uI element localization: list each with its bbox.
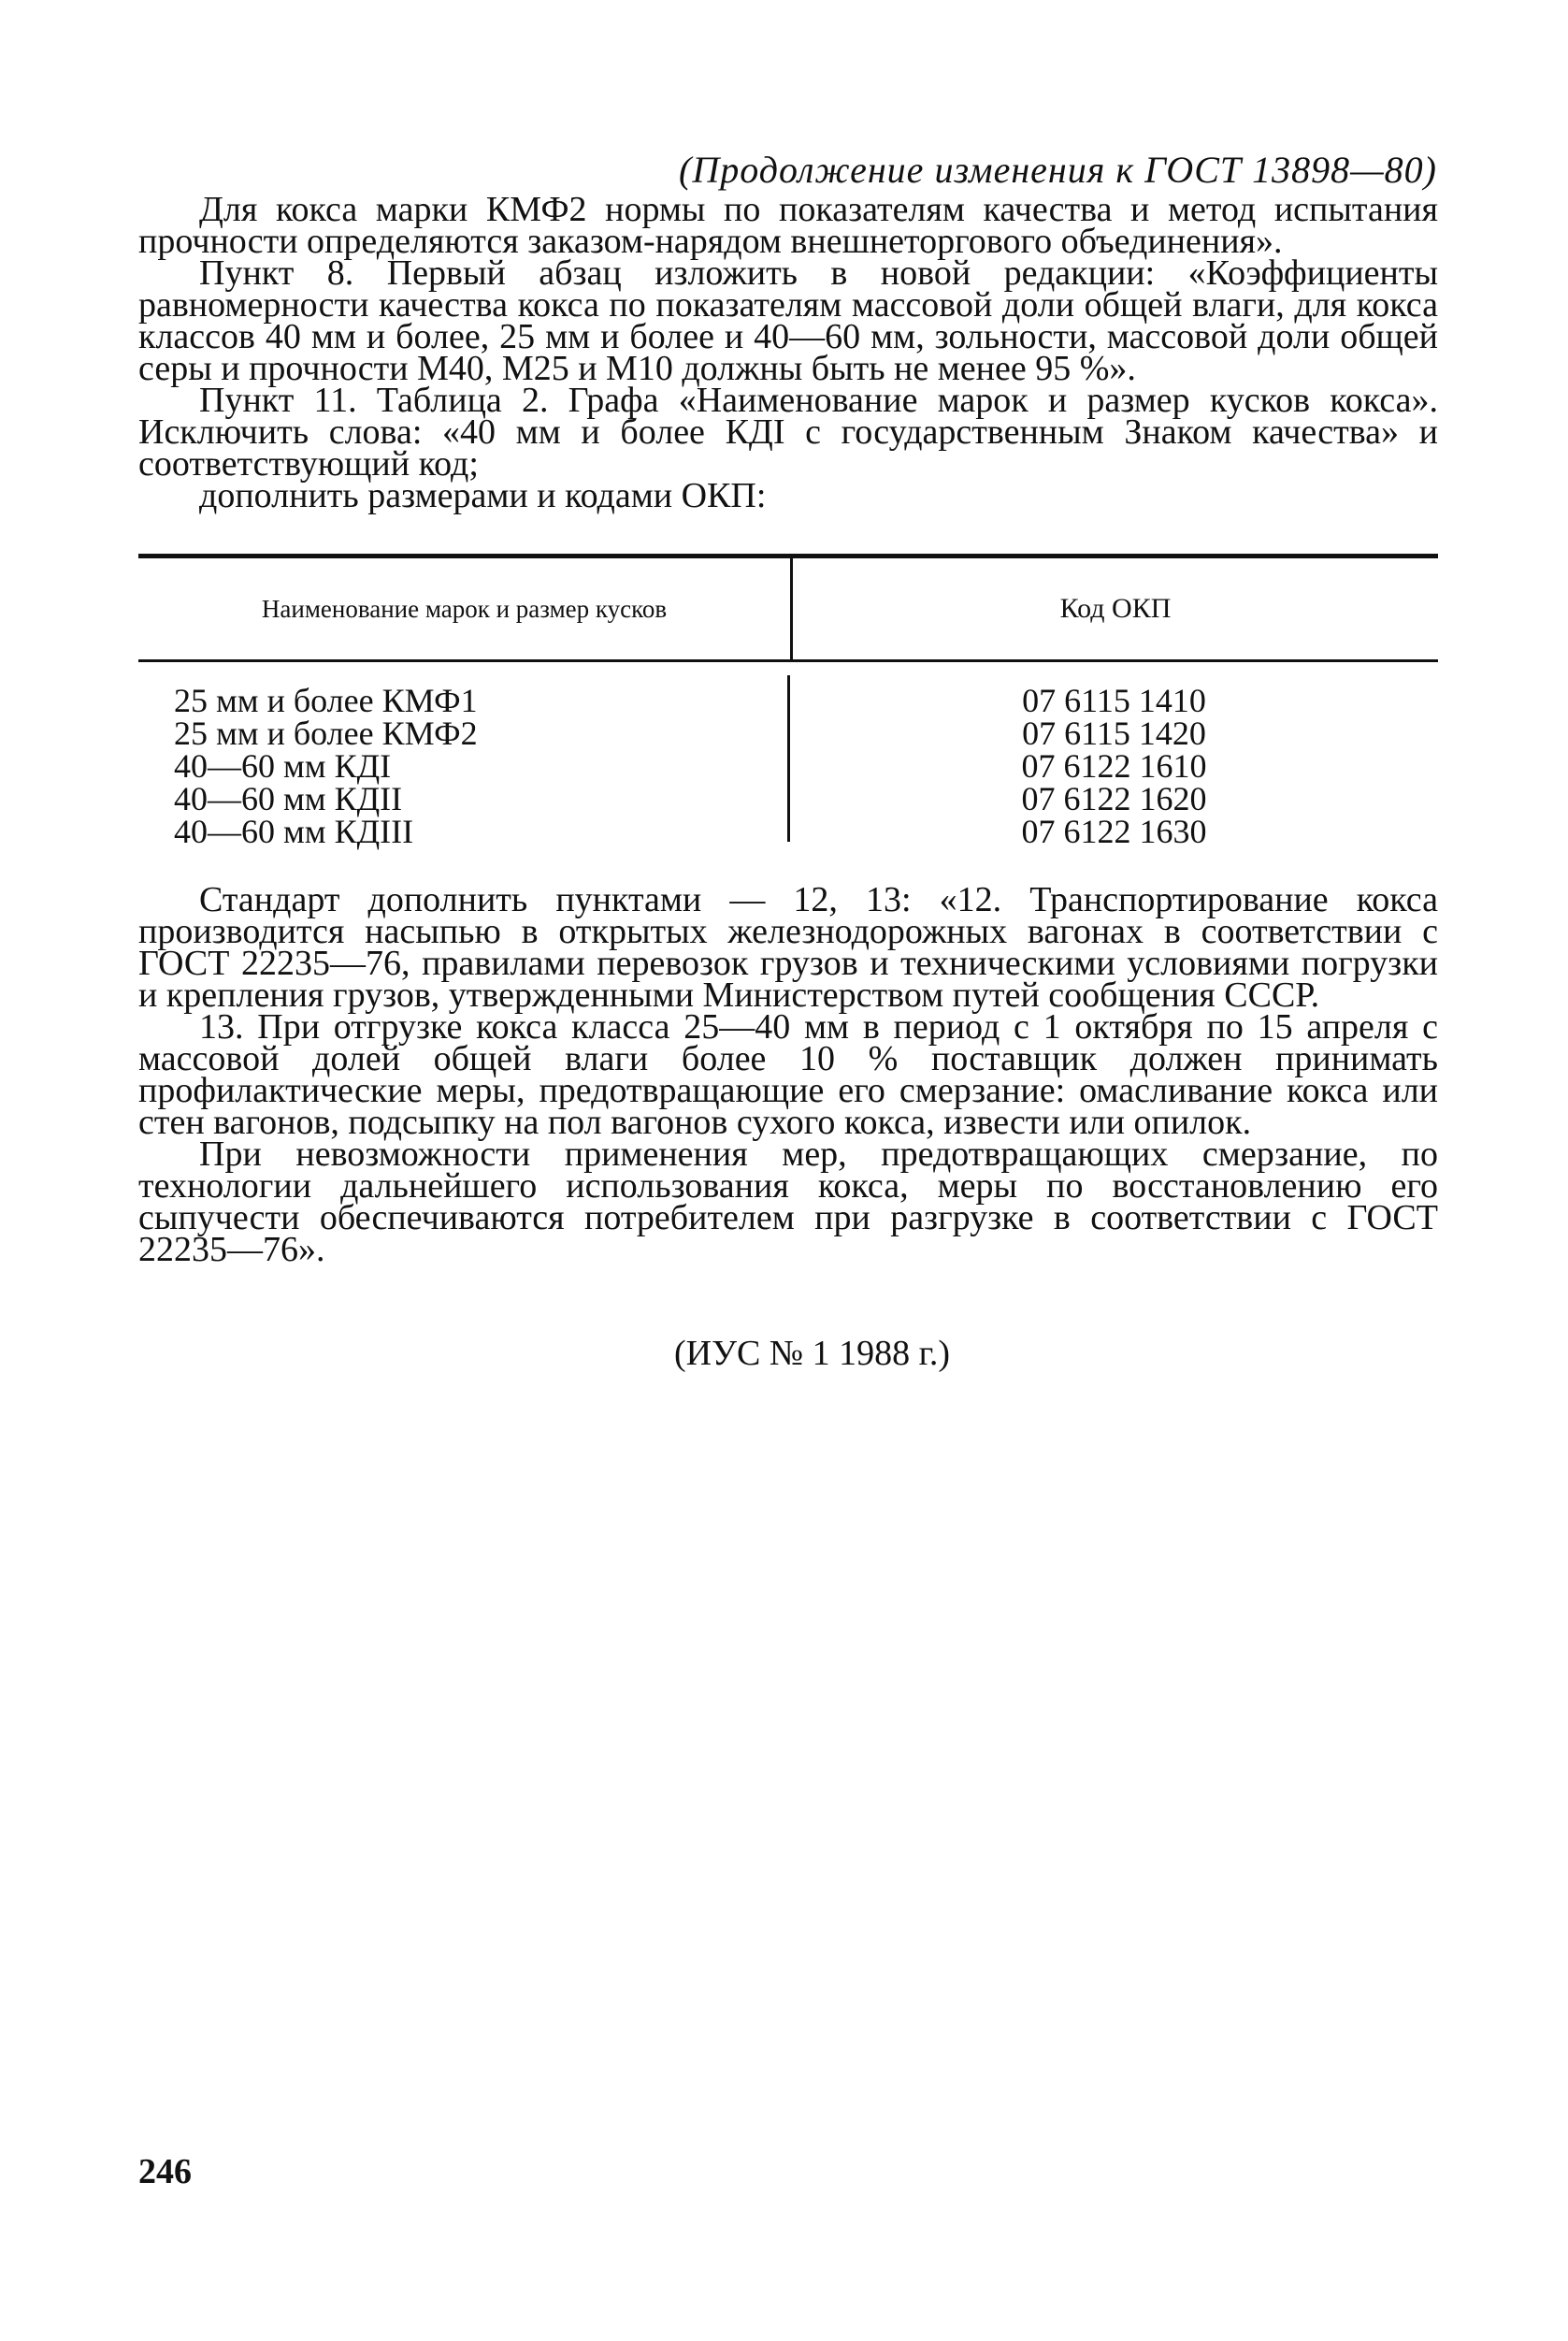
source-reference: (ИУС № 1 1988 г.)	[673, 1334, 951, 1373]
paragraph: 13. При отгрузке кокса класса 25—40 мм в период с 1 октября по 15 апреля с массовой долей общей влаги более 10 % поставщик должен принимать профилактические меры, предотвращающие его смерзание: омасливание кокса или стен вагонов, подсыпку на пол вагонов сухого кокса, извести или опилок.	[138, 1007, 1438, 1142]
paragraph: Для кокса марки КМФ2 нормы по показателям качества и метод испытания прочности определяются заказом-нарядом внешнеторгового объединения».	[138, 190, 1438, 261]
header-code-cell: Код ОКП	[1059, 593, 1172, 624]
table-cell-name: 25 мм и более КМФ2	[174, 715, 478, 752]
page-number: 246	[138, 2152, 192, 2191]
table-header	[138, 558, 1438, 659]
table-cell-name: 40—60 мм КДІ	[174, 747, 392, 785]
table-header-rule	[138, 659, 1438, 662]
header-name-cell: Наименование марок и размер кусков	[138, 558, 793, 659]
name-column	[138, 675, 790, 850]
table-cell-code: 07 6122 1630	[1021, 813, 1207, 850]
table-cell-code: 07 6115 1420	[1022, 715, 1206, 752]
table-cell-name: 40—60 мм КДІІІ	[174, 813, 414, 850]
table-cell-code: 07 6122 1620	[1021, 780, 1207, 817]
paragraph: дополнить размерами и кодами ОКП:	[199, 476, 767, 515]
paragraph: При невозможности применения мер, предотвращающих смерзание, по технологии дальнейшего использования кокса, меры по восстановлению его сыпучести обеспечиваются потребителем при разгрузке в соответствии с ГОСТ 22235—76».	[138, 1134, 1438, 1269]
table-cell-code: 07 6115 1410	[1022, 682, 1206, 719]
table-cell-code: 07 6122 1610	[1021, 747, 1207, 785]
paragraph: Пункт 11. Таблица 2. Графа «Наименование марок и размер кусков кокса». Исключить слова: «40 мм и более КДІ с государственным Знаком качества» и соответствующий код;	[138, 381, 1438, 484]
okp-table	[138, 554, 1438, 850]
table-cell-name: 25 мм и более КМФ1	[174, 682, 478, 719]
text-block-top	[138, 190, 1438, 515]
paragraph: Пункт 8. Первый абзац изложить в новой редакции: «Коэффициенты равномерности качества кокса по показателям массовой доли общей влаги, для кокса классов 40 мм и более, 25 мм и более и 40—60 мм, зольности, массовой доли общей серы и прочности М40, М25 и М10 должны быть не менее 95 %».	[138, 253, 1438, 388]
paragraph: Стандарт дополнить пунктами — 12, 13: «12. Транспортирование кокса производится насыпью в открытых железнодорожных вагонах в соответствии с ГОСТ 22235—76, правилами перевозок грузов и техническими условиями погрузки и крепления грузов, утвержденными Министерством путей сообщения СССР.	[138, 880, 1438, 1015]
continuation-header: (Продолжение изменения к ГОСТ 13898—80)	[679, 149, 1437, 191]
table-body	[138, 675, 1438, 850]
text-block-bottom	[138, 880, 1438, 1269]
table-cell-name: 40—60 мм КДІІ	[174, 780, 403, 817]
code-column	[790, 675, 1438, 850]
